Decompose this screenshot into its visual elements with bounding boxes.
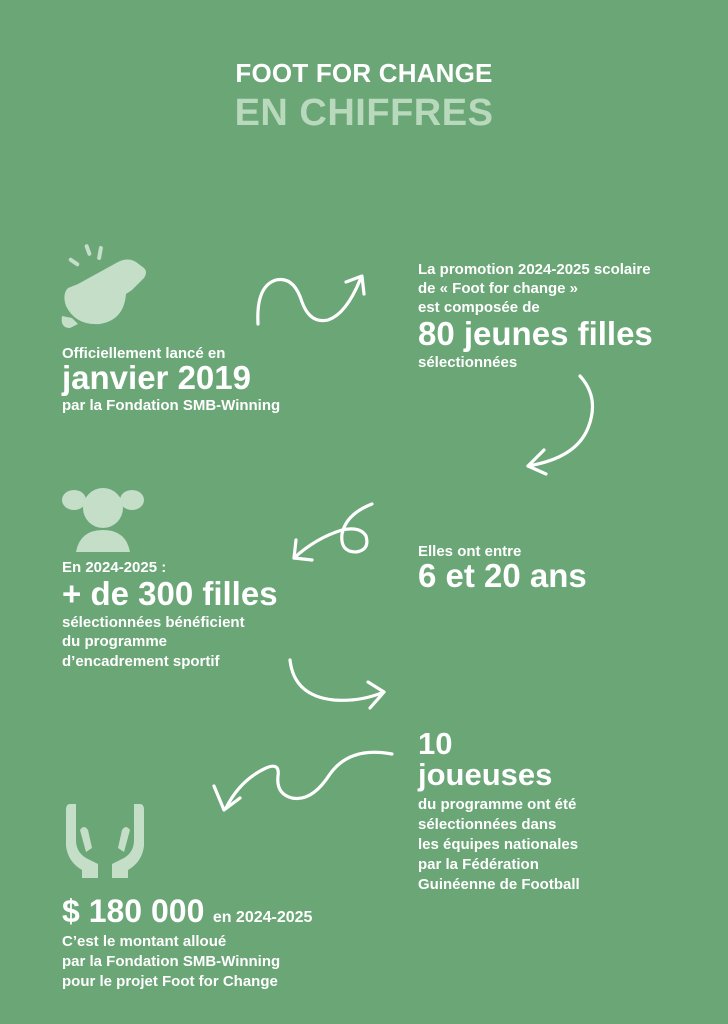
girls-highlight: + de 300 filles bbox=[62, 575, 278, 612]
promotion-line2: de « Foot for change » bbox=[418, 280, 579, 297]
players-post2: sélectionnées dans bbox=[418, 816, 557, 833]
arrow-curve-4 bbox=[284, 656, 394, 716]
age-pre: Elles ont entre bbox=[418, 543, 522, 560]
girls-post2: du programme bbox=[62, 633, 168, 650]
girl-icon bbox=[60, 480, 146, 552]
arrow-loop-3 bbox=[286, 500, 381, 572]
promotion-line1: La promotion 2024-2025 scolaire bbox=[418, 261, 651, 278]
budget-post3: pour le projet Foot for Change bbox=[62, 973, 278, 990]
budget-suffix: en 2024-2025 bbox=[212, 909, 313, 926]
arrow-squiggle-1 bbox=[250, 268, 375, 338]
budget-post2: par la Fondation SMB-Winning bbox=[62, 953, 281, 970]
budget-post1: C’est le montant alloué bbox=[62, 933, 227, 950]
players-post1: du programme ont été bbox=[418, 796, 577, 813]
players-highlight1: 10 bbox=[418, 726, 453, 761]
promotion-highlight: 80 jeunes filles bbox=[418, 315, 653, 352]
launch-post: par la Fondation SMB-Winning bbox=[62, 397, 281, 414]
players-post5: Guinéenne de Football bbox=[418, 876, 580, 893]
launch-highlight: janvier 2019 bbox=[62, 359, 251, 396]
page-title: FOOT FOR CHANGE bbox=[235, 58, 493, 88]
girls-pre: En 2024-2025 : bbox=[62, 559, 167, 576]
arrow-wave-5 bbox=[200, 746, 400, 826]
girls-post1: sélectionnées bénéficient bbox=[62, 614, 245, 631]
players-highlight2: joueuses bbox=[418, 757, 553, 792]
arrow-curve-2 bbox=[518, 370, 608, 480]
players-post3: les équipes nationales bbox=[418, 836, 579, 853]
girls-post3: d’encadrement sportif bbox=[62, 653, 220, 670]
page-subtitle: EN CHIFFRES bbox=[234, 92, 494, 134]
age-highlight: 6 et 20 ans bbox=[418, 557, 587, 594]
hands-icon bbox=[62, 800, 148, 878]
budget-highlight: $ 180 000 bbox=[62, 893, 205, 929]
players-post4: par la Fédération bbox=[418, 856, 539, 873]
launch-pre: Officiellement lancé en bbox=[62, 345, 226, 362]
whistle-icon bbox=[60, 244, 152, 334]
promotion-post: sélectionnées bbox=[418, 354, 518, 371]
promotion-line3: est composée de bbox=[418, 299, 540, 316]
